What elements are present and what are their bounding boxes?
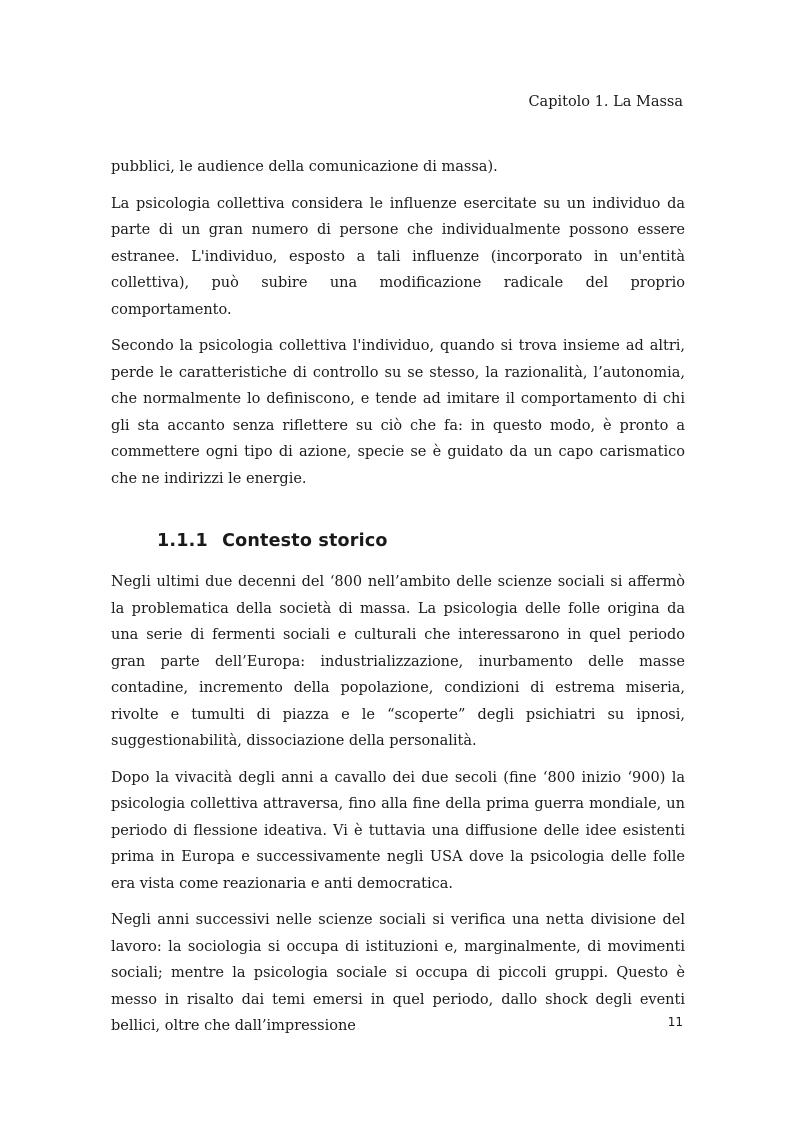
running-header: Capitolo 1. La Massa xyxy=(528,94,683,110)
paragraph-continuation: pubblici, le audience della comunicazione di massa). xyxy=(111,159,498,175)
paragraph-collective-psychology: La psicologia collettiva considera le influenze esercitate su un individuo da parte di un gran numero di persone che individualmente possono essere estranee. L'individuo, esposto a tali influenze (incorporato in un'entità collettiva), può subire una modificazione radicale del proprio comportamento. xyxy=(111,195,685,318)
page-body xyxy=(111,154,685,1050)
section-title: Contesto storico xyxy=(222,531,388,551)
paragraph-individual-in-crowd: Secondo la psicologia collettiva l'individuo, quando si trova insieme ad altri, perde le caratteristiche di controllo su se stesso, la razionalità, l’autonomia, che normalmente lo definiscono, e tende ad imitare il comportamento di chi gli sta accanto senza riflettere su ciò che fa: in questo modo, è pronto a commettere ogni tipo di azione, specie se è guidato da un capo carismatico che ne indirizzi le energie. xyxy=(111,338,685,487)
paragraph-historical-context: Negli ultimi due decenni del ‘800 nell’ambito delle scienze sociali si affermò la problematica della società di massa. La psicologia delle folle origina da una serie di fermenti sociali e culturali che interessarono in quel periodo gran parte dell’Europa: industrializzazione, inurbamento delle masse contadine, incremento della popolazione, condizioni di estrema miseria, rivolte e tumulti di piazza e le “scoperte” degli psichiatri su ipnosi, suggestionabilità, dissociazione della personalità. xyxy=(111,574,685,749)
paragraph-division-of-labour: Negli anni successivi nelle scienze sociali si verifica una netta divisione del lavoro: la sociologia si occupa di istituzioni e, marginalmente, di movimenti sociali; mentre la psicologia sociale si occupa di piccoli gruppi. Questo è messo in risalto dai temi emersi in quel periodo, dallo shock degli eventi bellici, oltre che dall’impressione xyxy=(111,912,685,1034)
section-number: 1.1.1 xyxy=(157,531,208,551)
page-number: 11 xyxy=(667,1015,683,1029)
paragraph-after-turn-of-century: Dopo la vivacità degli anni a cavallo dei due secoli (fine ‘800 inizio ‘900) la psicologia collettiva attraversa, fino alla fine della prima guerra mondiale, un periodo di flessione ideativa. Vi è tuttavia una diffusione delle idee esistenti prima in Europa e successivamente negli USA dove la psicologia delle folle era vista come reazionaria e anti democratica. xyxy=(111,769,685,892)
section-heading xyxy=(157,529,685,553)
